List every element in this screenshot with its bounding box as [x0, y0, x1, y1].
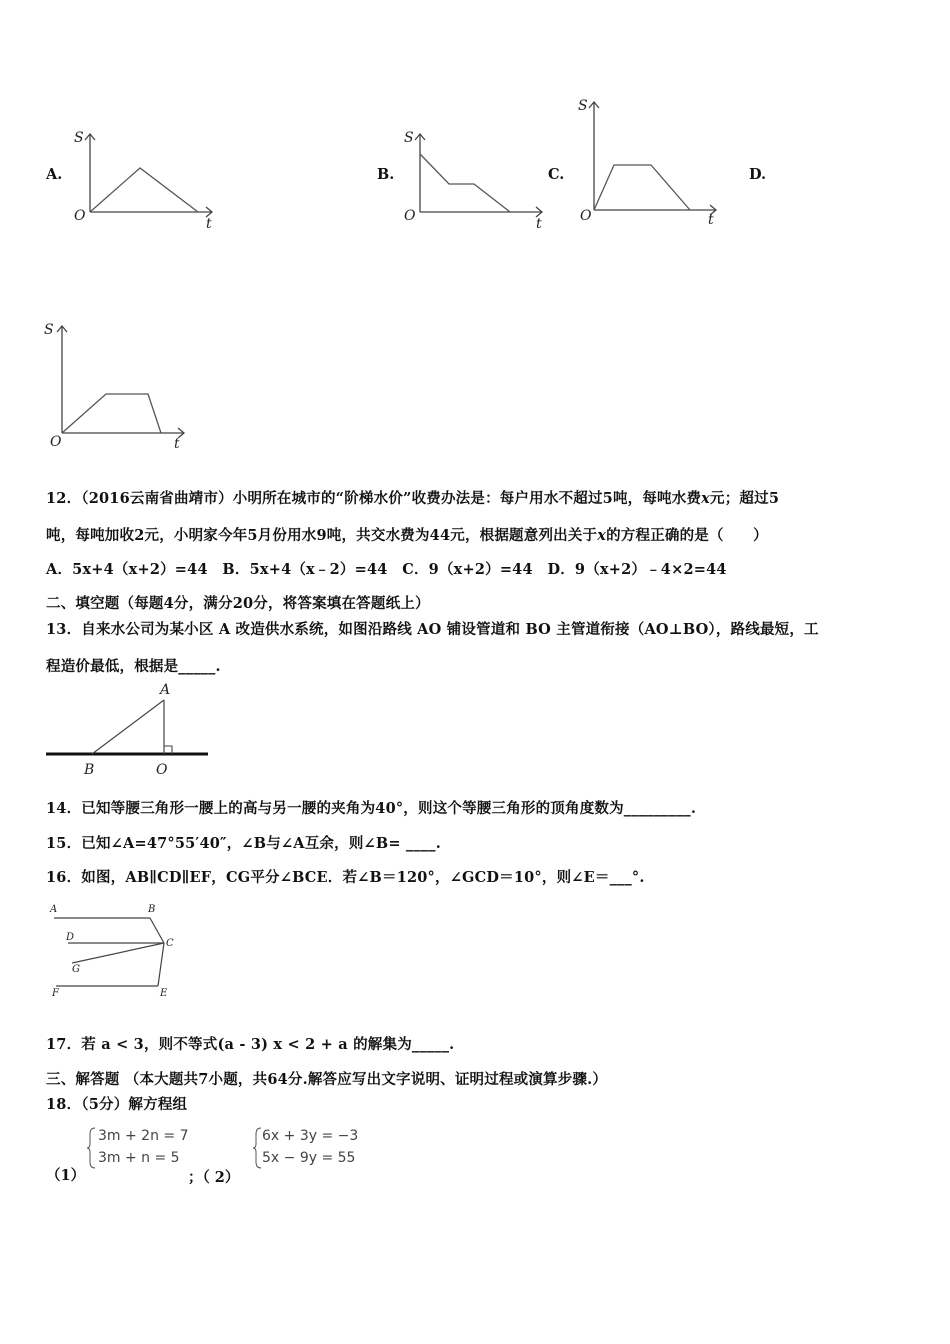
- system2-eq1: 6x + 3y = −3: [262, 1128, 359, 1144]
- origin-label: O: [50, 434, 62, 450]
- axis-t-label: t: [174, 436, 180, 452]
- system1-brace: [86, 1126, 98, 1170]
- q16-label-e: E: [160, 988, 168, 999]
- q12-choices: A．5x+4（x+2）=44 B．5x+4（x﹣2）=44 C．9（x+2）=44 D．9（x+2）﹣4×2=44: [46, 561, 727, 578]
- q16-label-a: A: [50, 904, 58, 915]
- q16-figure: [46, 900, 196, 1000]
- q12-line2-end: 的方程正确的是（ ）: [606, 527, 768, 544]
- axis-t-label: t: [708, 212, 714, 228]
- graph-a: [72, 128, 222, 233]
- q16-label-c: C: [166, 938, 174, 949]
- graph-b: [402, 128, 552, 233]
- axis-s-label: S: [578, 98, 588, 114]
- q16-label-b: B: [148, 904, 156, 915]
- axis-s-label: S: [74, 130, 84, 146]
- q16-label-d: D: [66, 932, 75, 943]
- section2-heading: 二、填空题（每题4分，满分20分，将答案填在答题纸上）: [46, 595, 430, 612]
- q16-label-g: G: [72, 964, 80, 975]
- q12-line2-var-x: x: [597, 527, 607, 544]
- q16-text: 16．如图，AB∥CD∥EF，CG平分∠BCE．若∠B＝120°，∠GCD＝10°，则∠E＝___°.: [46, 869, 645, 886]
- option-a-label: A.: [46, 166, 63, 183]
- option-d-label: D.: [749, 166, 767, 183]
- q13-line2: 程造价最低，根据是_____.: [46, 658, 221, 675]
- system2-eq2: 5x − 9y = 55: [262, 1150, 356, 1166]
- option-b-label: B.: [377, 166, 395, 183]
- option-c-label: C.: [548, 166, 565, 183]
- system1: [98, 1125, 189, 1169]
- q13-figure: [46, 680, 216, 780]
- origin-label: O: [404, 208, 416, 224]
- q13-label-a: A: [160, 682, 171, 698]
- section3-heading: 三、解答题 （本大题共7小题，共64分.解答应写出文字说明、证明过程或演算步骤.）: [46, 1071, 608, 1088]
- graph-c: [576, 96, 726, 231]
- q12-line1: [46, 487, 779, 508]
- q18-title: 18．（5分）解方程组: [46, 1096, 188, 1113]
- q12-line2: [46, 524, 768, 545]
- q12-var-x: x: [701, 490, 711, 507]
- axis-t-label: t: [206, 216, 212, 232]
- q14: 14．已知等腰三角形一腰上的高与另一腰的夹角为40°，则这个等腰三角形的顶角度数为_________.: [46, 800, 697, 817]
- axis-t-label: t: [536, 216, 542, 232]
- graph-d: [44, 320, 194, 455]
- q17: 17．若 a < 3，则不等式(a - 3) x < 2 + a 的解集为_____.: [46, 1036, 455, 1053]
- axis-s-label: S: [404, 130, 414, 146]
- q16-label-f: F: [52, 988, 59, 999]
- q12-line2-text: 吨，每吨加收2元，小明家今年5月份用水9吨，共交水费为44元，根据题意列出关于: [46, 527, 598, 544]
- system2: [262, 1125, 358, 1169]
- origin-label: O: [580, 208, 592, 224]
- q13-line1: 13．自来水公司为某小区 A 改造供水系统，如图沿路线 AO 铺设管道和 BO 主管道衔接（AO⊥BO），路线最短，工: [46, 621, 819, 638]
- q12-line1-end: 元；超过5: [710, 490, 780, 507]
- q15: 15．已知∠A=47°55′40″，∠B与∠A互余，则∠B= ____.: [46, 835, 441, 852]
- axis-s-label: S: [44, 322, 54, 338]
- q13-label-o: O: [156, 762, 168, 778]
- system1-eq1: 3m + 2n = 7: [98, 1128, 189, 1144]
- q13-label-b: B: [84, 762, 95, 778]
- q18-part2-label: ；（ 2）: [188, 1169, 240, 1186]
- system1-eq2: 3m + n = 5: [98, 1150, 180, 1166]
- origin-label: O: [74, 208, 86, 224]
- q12-line1-text: 12．（2016云南省曲靖市）小明所在城市的“阶梯水价”收费办法是：每户用水不超过5吨，每吨水费: [46, 490, 702, 507]
- q18-part1-label: （1）: [46, 1167, 86, 1184]
